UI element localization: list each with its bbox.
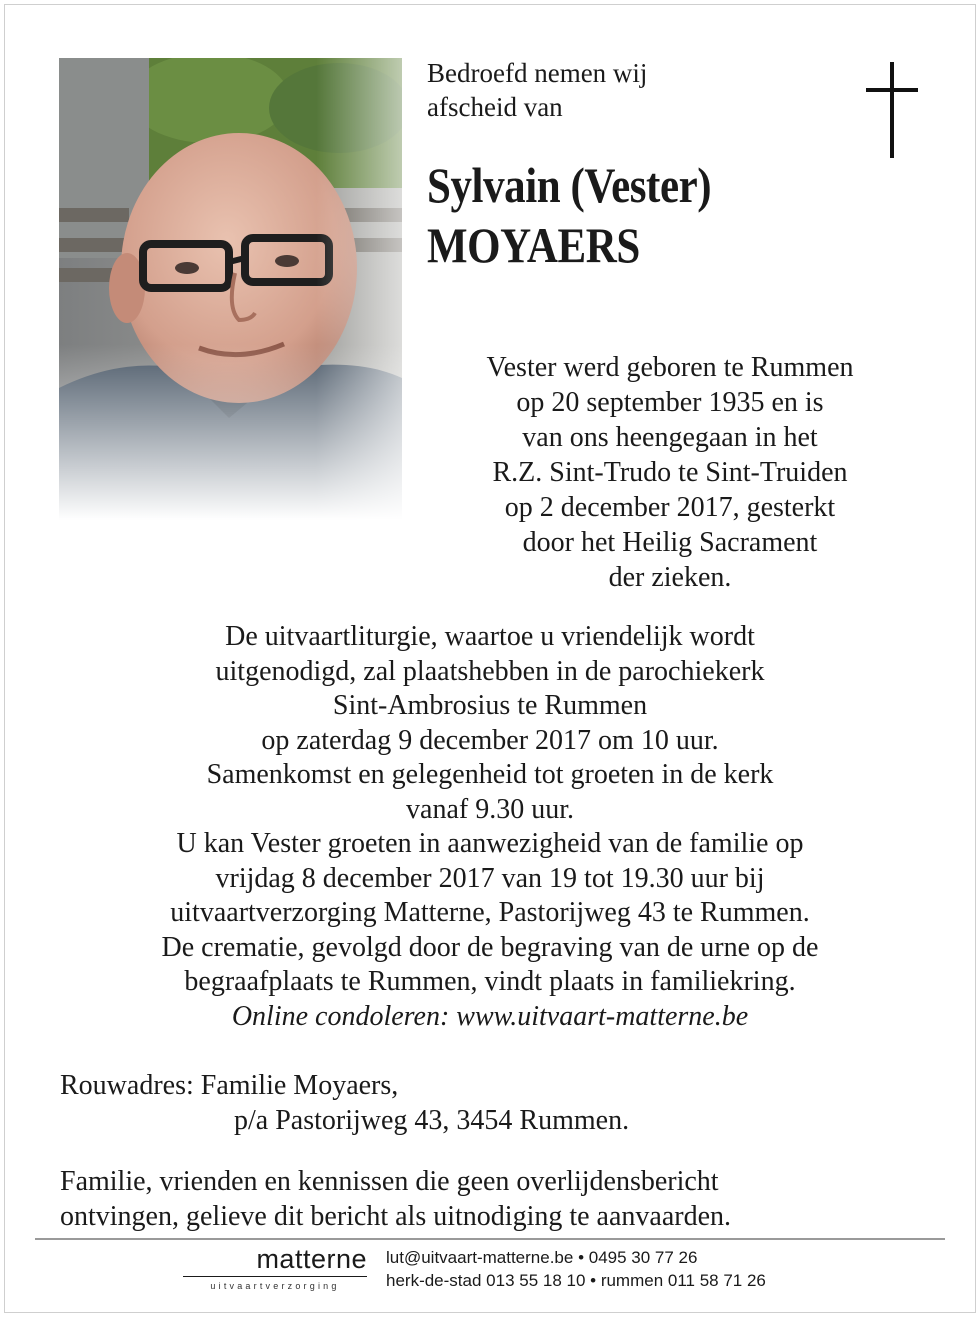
ceremony-line: vanaf 9.30 uur. xyxy=(406,793,574,825)
ceremony-line: U kan Vester groeten in aanwezigheid van de familie op xyxy=(176,828,804,859)
bio-line: Vester werd geboren te Rummen xyxy=(486,352,854,383)
intro-line: Bedroefd nemen wij xyxy=(427,58,648,88)
address-line: p/a Pastorijweg 43, 3454 Rummen. xyxy=(234,1105,630,1136)
name-first: Sylvain (Vester) xyxy=(427,157,712,213)
bio-line: der zieken. xyxy=(608,562,732,593)
deceased-name xyxy=(427,155,711,275)
ceremony-line: uitgenodigd, zal plaatshebben in de parochiekerk xyxy=(215,655,765,687)
logo-bar xyxy=(183,1276,367,1277)
portrait-photo xyxy=(59,58,402,520)
ceremony-line: begraafplaats te Rummen, vindt plaats in familiekring. xyxy=(184,966,796,997)
invitation-notice xyxy=(60,1164,731,1234)
matterne-logo xyxy=(183,1244,367,1291)
notice-line: Familie, vrienden en kennissen die geen overlijdensbericht xyxy=(60,1166,719,1197)
ceremony-details xyxy=(30,620,950,1034)
logo-brand: matterne xyxy=(256,1244,367,1274)
online-condolence-link[interactable]: Online condoleren: www.uitvaart-matterne.be xyxy=(231,1000,749,1032)
bio-line: op 2 december 2017, gesterkt xyxy=(504,492,836,523)
logo-subtitle: uitvaartverzorging xyxy=(210,1281,340,1291)
bio-line: op 20 september 1935 en is xyxy=(516,387,824,418)
notice-line: ontvingen, gelieve dit bericht als uitnodiging te aanvaarden. xyxy=(60,1201,732,1232)
ceremony-line: uitvaartverzorging Matterne, Pastorijweg 43 te Rummen. xyxy=(170,897,810,928)
contact-line[interactable]: lut@uitvaart-matterne.be • 0495 30 77 26 xyxy=(386,1248,698,1267)
cross-icon xyxy=(862,60,922,160)
contact-info xyxy=(386,1246,766,1292)
ceremony-line: Sint-Ambrosius te Rummen xyxy=(332,690,648,721)
name-last: MOYAERS xyxy=(427,217,640,273)
ceremony-line: vrijdag 8 december 2017 van 19 tot 19.30 uur bij xyxy=(215,862,765,894)
address-line: Rouwadres: Familie Moyaers, xyxy=(60,1070,399,1101)
intro-text xyxy=(427,56,647,124)
ceremony-line: op zaterdag 9 december 2017 om 10 uur. xyxy=(261,724,719,756)
ceremony-line: Samenkomst en gelegenheid tot groeten in de kerk xyxy=(206,759,774,790)
ceremony-line: De crematie, gevolgd door de begraving van de urne op de xyxy=(161,931,819,963)
bio-line: van ons heengegaan in het xyxy=(522,422,818,453)
mourning-address xyxy=(60,1068,629,1138)
intro-line: afscheid van xyxy=(427,92,563,122)
biography xyxy=(410,350,930,595)
contact-line: herk-de-stad 013 55 18 10 • rummen 011 58 71 26 xyxy=(386,1271,766,1290)
ceremony-line: De uitvaartliturgie, waartoe u vriendelijk wordt xyxy=(225,621,755,652)
bio-line: R.Z. Sint-Trudo te Sint-Truiden xyxy=(492,457,848,488)
bio-line: door het Heilig Sacrament xyxy=(522,527,818,558)
footer-divider xyxy=(35,1238,945,1240)
